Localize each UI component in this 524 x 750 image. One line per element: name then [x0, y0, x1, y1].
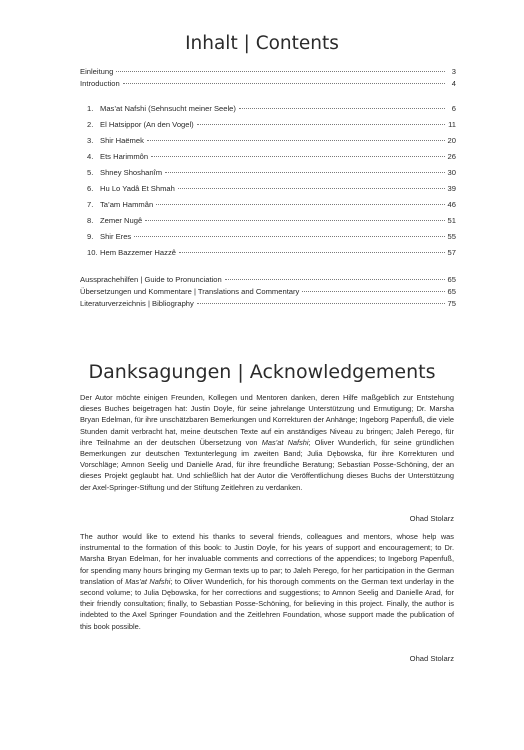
toc-entry-label: Übersetzungen und Kommentare | Translations and Commentary	[80, 287, 300, 296]
dot-leader	[165, 172, 444, 173]
toc-entry-song-2[interactable]	[87, 119, 456, 131]
toc-entry-label: Shir Haëmek	[100, 136, 144, 145]
work-title: Mas’at Nafshi	[261, 437, 309, 447]
toc-entry-label: Introduction	[80, 79, 120, 88]
toc-entry-introduction-en[interactable]	[80, 78, 456, 90]
toc-entry-label: El Hatsippor (An den Vogel)	[100, 120, 194, 129]
toc-entry-song-9[interactable]	[87, 231, 456, 243]
toc-entry-label: Zemer Nugê	[100, 216, 143, 225]
toc-page-number: 20	[447, 136, 456, 145]
toc-entry-number: 2.	[87, 120, 94, 129]
toc-page-number: 26	[447, 152, 456, 161]
toc-page-number: 30	[447, 168, 456, 177]
toc-page-number: 57	[447, 248, 456, 257]
toc-entry-song-6[interactable]	[87, 183, 456, 195]
toc-entry-translations[interactable]	[80, 286, 456, 298]
dot-leader	[197, 124, 445, 125]
dot-leader	[197, 303, 445, 304]
toc-entry-label: Hu Lo Yadâ Et Shmah	[100, 184, 175, 193]
toc-entry-song-10[interactable]	[87, 247, 456, 259]
dot-leader	[239, 108, 445, 109]
dot-leader	[151, 156, 444, 157]
toc-entry-number: 1.	[87, 104, 94, 113]
toc-page-number: 3	[451, 67, 456, 76]
toc-entry-song-7[interactable]	[87, 199, 456, 211]
acknowledgements-english-paragraph	[80, 531, 454, 632]
paragraph-text: ; Oliver Wunderlich, für seine gründlichen Bemerkungen zur deutschen Textunterlegung im zweiten Band; Julia Dębowska, für ihre Korrekturen und Vorschläge; Amnon Seelig und Danielle Arad, für ihre freundliche Beratung; Sebastian Posse-Schöning, der an dieses Projekt geglaubt hat. Und schließlich hat der Autor die Veröffentlichung dieses Buchs der Unterstützung der Axel-Springer-Stiftung und der Stiftung Zeitlehren zu verdanken.	[80, 437, 454, 492]
toc-page-number: 55	[447, 232, 456, 241]
toc-entry-pronunciation[interactable]	[80, 274, 456, 286]
dot-leader	[116, 71, 445, 72]
toc-entry-label: Mas’at Nafshi (Sehnsucht meiner Seele)	[100, 104, 236, 113]
dot-leader	[147, 140, 445, 141]
paragraph-text: ; to Oliver Wunderlich, for his thorough comments on the German text underlay in the second volume; to Julia Dębowska, for her corrections and suggestions; to Amnon Seelig and Danielle Arad, for their friendly consultation; finally, to Sebastian Posse-Schöning, for believing in this project. Finally, the author is indebted to the Axel Springer Foundation and the Zeitlehren Foundation, whose support made the publication of this book possible.	[80, 576, 455, 631]
toc-entry-label: Shir Eres	[100, 232, 132, 241]
toc-page-number: 4	[451, 79, 456, 88]
author-signature: Ohad Stolarz	[409, 654, 454, 663]
dot-leader	[134, 236, 444, 237]
dot-leader	[302, 291, 444, 292]
toc-entry-label: Aussprachehilfen | Guide to Pronunciation	[80, 275, 222, 284]
acknowledgements-german-paragraph	[80, 392, 454, 493]
paragraph-text: The author would like to extend his thanks to several friends, colleagues and mentors, whose help was instrumental to the formation of this book: to Justin Doyle, for his years of support and encouragement; to Dr. Marsha Bryan Edelman, for her invaluable comments and corrections of the appendices; to Ingeborg Papenfuß, for spending many hours bringing my German texts up to par; to Jaleh Perego, for her participation in the German translation of	[80, 532, 454, 586]
dot-leader	[145, 220, 444, 221]
toc-entry-label: Einleitung	[80, 67, 114, 76]
paragraph-text: Der Autor möchte einigen Freunden, Kollegen und Mentoren danken, deren Hilfe maßgeblich zur Entstehung dieses Buches beigetragen hat: Justin Doyle, für seine jahrelange Unterstützung und Ermutigung; Dr. Marsha Bryan Edelman, für ihre unschätzbaren Bemerkungen und Korrekturen der Anhänge; Ingeborg Papenfuß, die viele Stunden damit verbracht hat, meine deutschen Texte auf ein anständiges Niveau zu bringen; Jaleh Perego, für ihre Teilnahme an der deutschen Übersetzung von	[80, 393, 454, 447]
contents-title: Inhalt | Contents	[185, 33, 339, 54]
toc-entry-number: 8.	[87, 216, 94, 225]
toc-page-number: 11	[448, 120, 456, 129]
toc-page-number: 65	[447, 287, 456, 296]
toc-page-number: 6	[451, 104, 456, 113]
dot-leader	[178, 188, 445, 189]
toc-entry-introduction-de[interactable]	[80, 66, 456, 78]
acknowledgements-title: Danksagungen | Acknowledgements	[88, 361, 436, 383]
toc-entry-song-5[interactable]	[87, 167, 456, 179]
toc-entry-number: 6.	[87, 184, 94, 193]
toc-entry-label: Ets Harimmôn	[100, 152, 149, 161]
toc-page-number: 51	[447, 216, 456, 225]
dot-leader	[225, 279, 445, 280]
toc-entry-label: Literaturverzeichnis | Bibliography	[80, 299, 194, 308]
dot-leader	[179, 252, 445, 253]
dot-leader	[123, 83, 445, 84]
author-signature: Ohad Stolarz	[409, 514, 454, 523]
toc-entry-label: Shney Shoshanîm	[100, 168, 163, 177]
toc-entry-label: Ta’am Hammân	[100, 200, 154, 209]
toc-page-number: 46	[447, 200, 456, 209]
toc-entry-song-3[interactable]	[87, 135, 456, 147]
toc-entry-number: 10.	[87, 248, 98, 257]
toc-entry-song-4[interactable]	[87, 151, 456, 163]
toc-page-number: 39	[447, 184, 456, 193]
toc-entry-song-8[interactable]	[87, 215, 456, 227]
toc-page-number: 75	[447, 299, 456, 308]
toc-entry-number: 7.	[87, 200, 94, 209]
toc-entry-song-1[interactable]	[87, 103, 456, 115]
toc-page-number: 65	[447, 275, 456, 284]
work-title: Mas’at Nafshi	[125, 576, 171, 586]
toc-entry-number: 4.	[87, 152, 94, 161]
toc-entry-bibliography[interactable]	[80, 298, 456, 310]
dot-leader	[156, 204, 444, 205]
toc-entry-number: 3.	[87, 136, 94, 145]
toc-entry-number: 5.	[87, 168, 94, 177]
toc-entry-label: Hem Bazzemer Hazzê	[100, 248, 176, 257]
toc-entry-number: 9.	[87, 232, 94, 241]
